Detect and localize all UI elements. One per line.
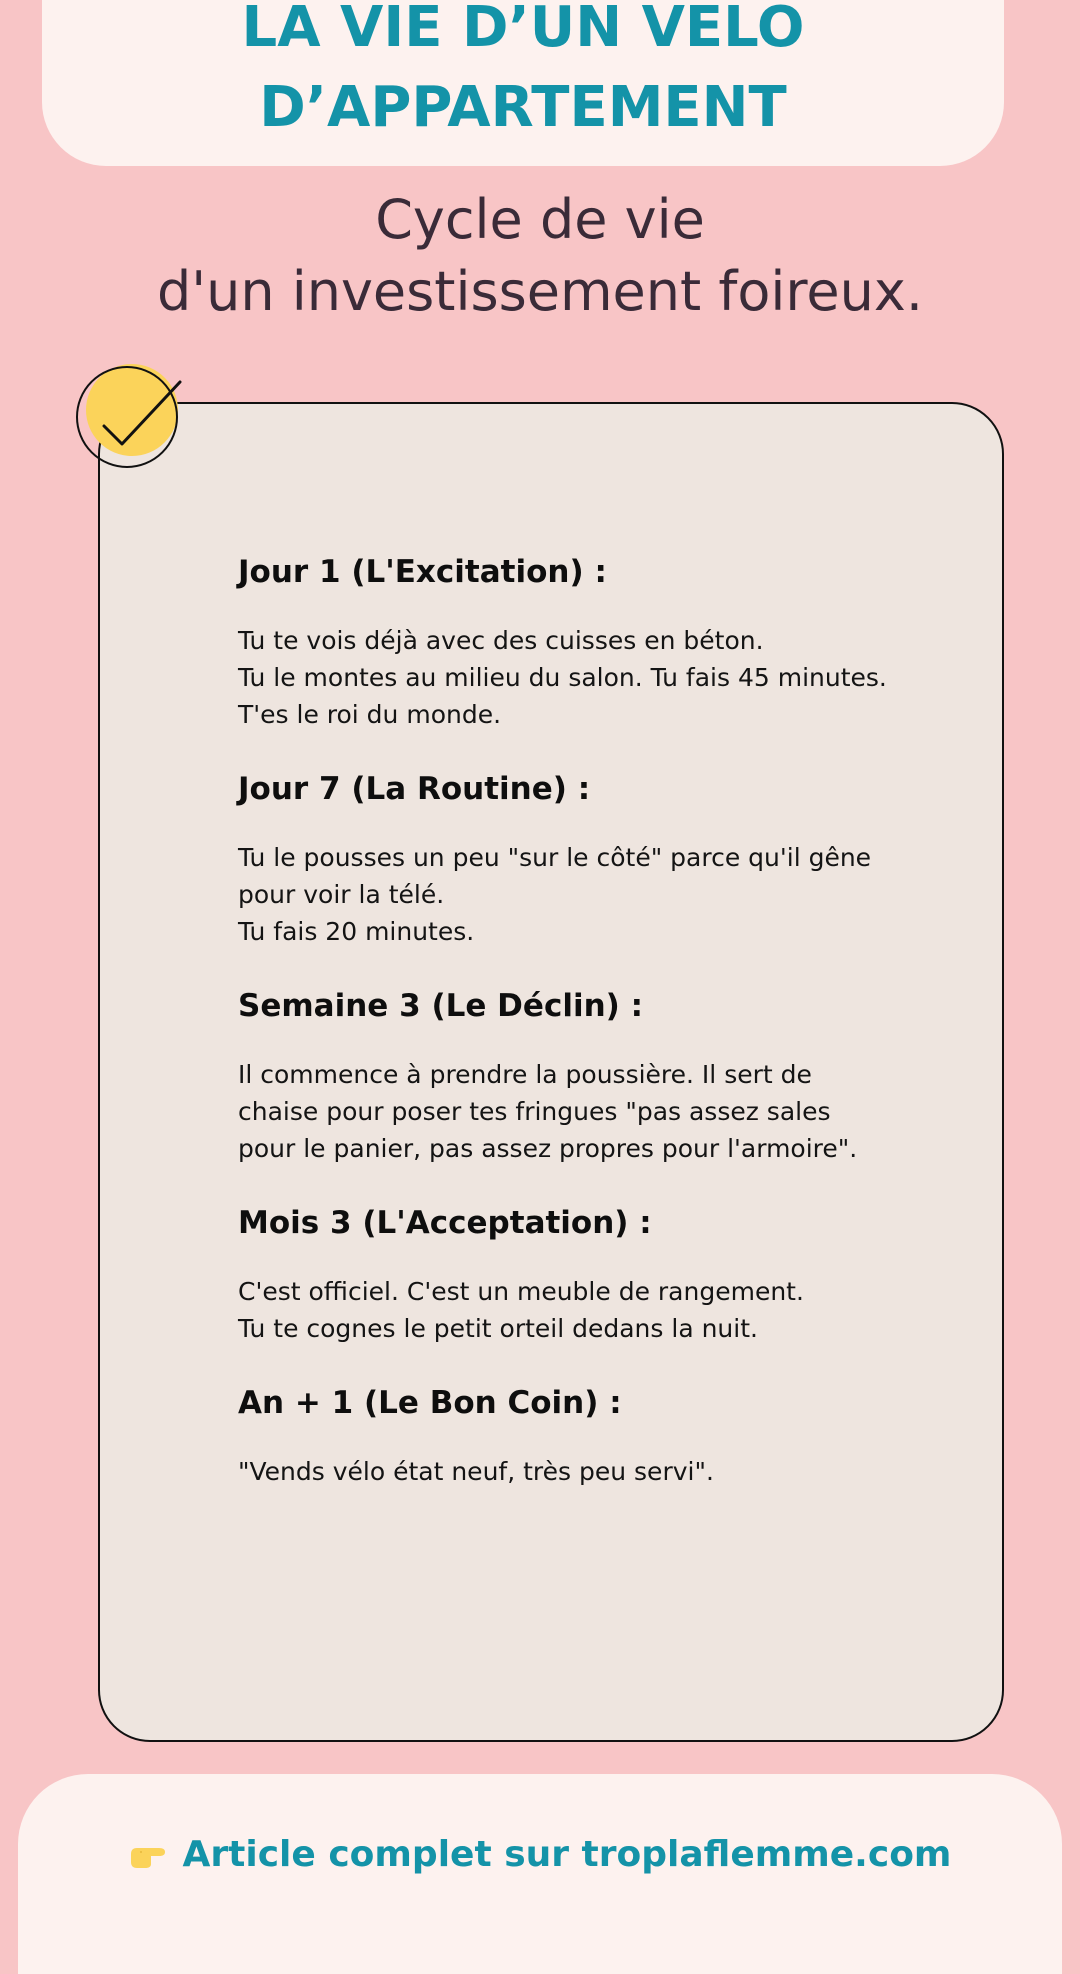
section-heading: Jour 7 (La Routine) : — [238, 771, 591, 807]
body-line: Tu fais 20 minutes. — [238, 917, 475, 946]
section-semaine-3 — [238, 984, 998, 1167]
body-line: pour voir la télé. — [238, 880, 445, 909]
section-body — [238, 1273, 998, 1347]
body-line: Tu te cognes le petit orteil dedans la nuit. — [238, 1314, 758, 1343]
subtitle-line-1: Cycle de vie — [375, 188, 705, 251]
body-line: Tu te vois déjà avec des cuisses en béton. — [238, 626, 764, 655]
body-line: "Vends vélo état neuf, très peu servi". — [238, 1457, 714, 1486]
section-jour-1 — [238, 550, 998, 733]
section-heading: Semaine 3 (Le Déclin) : — [238, 988, 643, 1024]
timeline-content — [238, 550, 998, 1524]
body-line: T'es le roi du monde. — [238, 700, 502, 729]
section-body — [238, 622, 998, 733]
pointing-hand-icon — [129, 1840, 169, 1870]
body-line: Tu le montes au milieu du salon. Tu fais 45 minutes. — [238, 663, 887, 692]
section-an-plus-1 — [238, 1381, 998, 1490]
section-heading: An + 1 (Le Bon Coin) : — [238, 1385, 622, 1421]
body-line: Tu le pousses un peu "sur le côté" parce qu'il gêne — [238, 843, 872, 872]
subtitle-line-2: d'un investissement foireux. — [157, 260, 923, 323]
subtitle — [0, 184, 1080, 328]
footer-label[interactable]: Article complet sur troplaflemme.com — [182, 1834, 952, 1875]
section-mois-3 — [238, 1201, 998, 1347]
footer-link[interactable] — [0, 1834, 1080, 1875]
section-heading: Jour 1 (L'Excitation) : — [238, 554, 607, 590]
section-body — [238, 1453, 998, 1490]
body-line: chaise pour poser tes fringues "pas assez sales — [238, 1097, 831, 1126]
body-line: pour le panier, pas assez propres pour l'armoire". — [238, 1134, 858, 1163]
page-title-line-2: D’APPARTEMENT — [259, 75, 787, 140]
title-card — [42, 0, 1004, 166]
body-line: Il commence à prendre la poussière. Il sert de — [238, 1060, 812, 1089]
page-title-line-1: LA VIE D’UN VELO — [241, 0, 805, 60]
section-jour-7 — [238, 767, 998, 950]
section-body — [238, 839, 998, 950]
body-line: C'est officiel. C'est un meuble de rangement. — [238, 1277, 804, 1306]
section-heading: Mois 3 (L'Acceptation) : — [238, 1205, 652, 1241]
section-body — [238, 1056, 998, 1167]
checkmark-icon — [72, 360, 182, 470]
